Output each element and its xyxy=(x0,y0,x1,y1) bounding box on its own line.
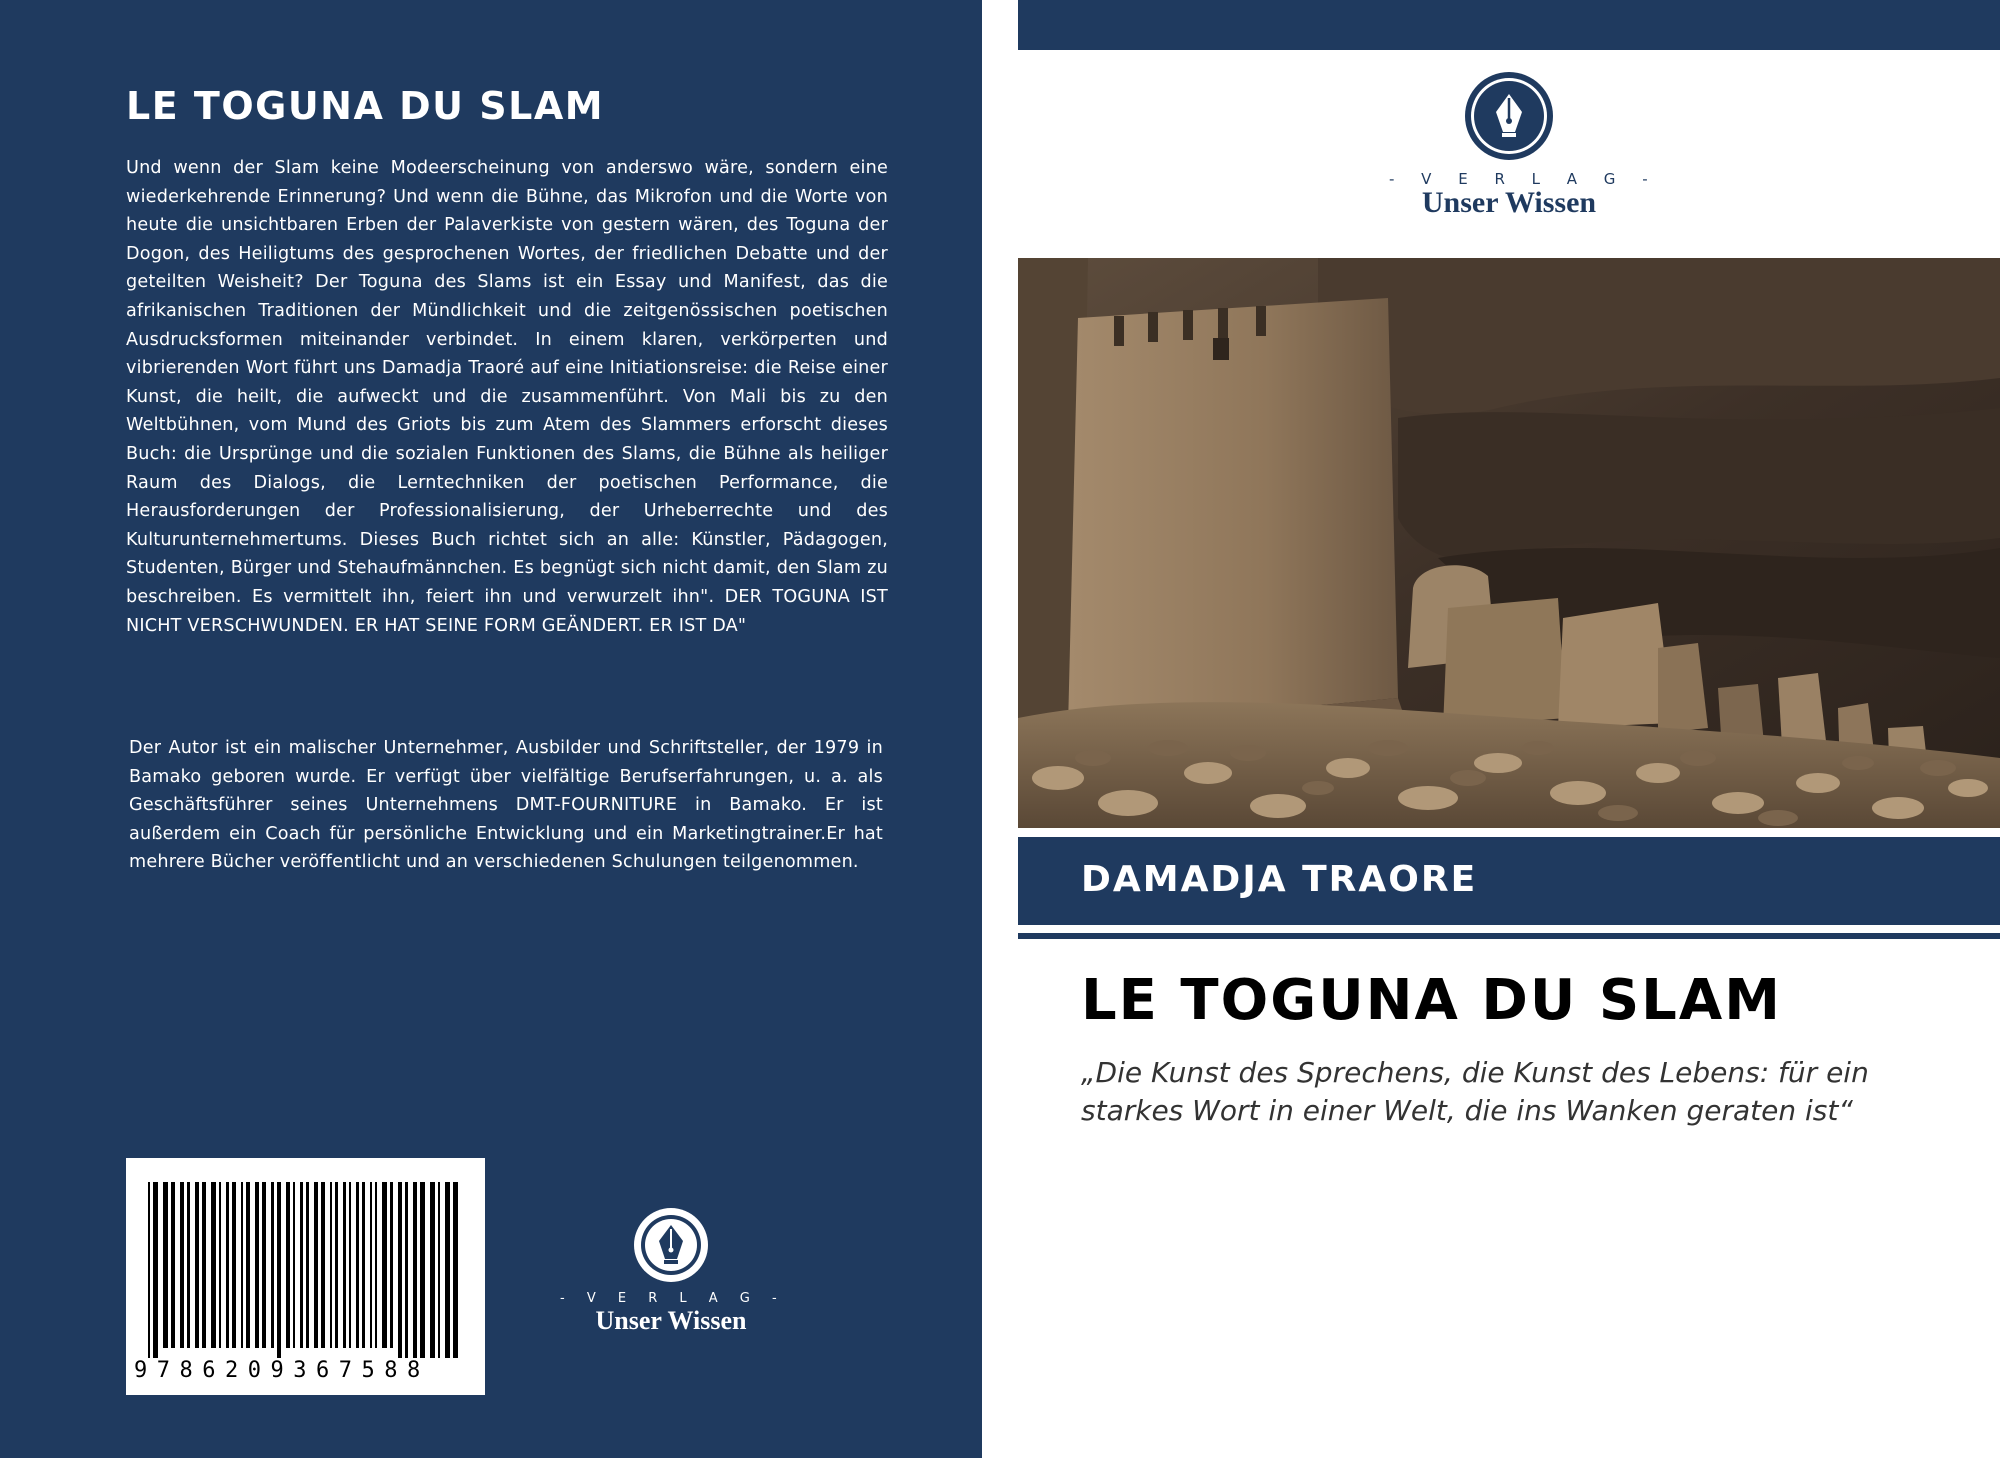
back-cover xyxy=(0,0,982,1458)
isbn-digits: 9786209367588 xyxy=(134,1358,430,1383)
barcode-bar xyxy=(413,1182,417,1358)
barcode-bar xyxy=(148,1182,150,1358)
barcode-bar xyxy=(306,1182,309,1348)
publisher-logo-back xyxy=(560,1205,786,1345)
barcode-bar xyxy=(271,1182,274,1348)
barcode-bar xyxy=(232,1182,236,1348)
barcode-bar xyxy=(300,1182,303,1348)
spine xyxy=(982,0,1018,1458)
barcode-bars xyxy=(146,1182,465,1358)
barcode-bar xyxy=(420,1182,425,1358)
barcode-bar xyxy=(153,1182,158,1358)
cover-photo-dogon-cliff-dwellings xyxy=(1018,258,2000,828)
barcode-bar xyxy=(195,1182,199,1348)
barcode-bar xyxy=(390,1182,393,1348)
publisher-logo-front xyxy=(1389,70,1659,230)
logo-verlag-label: - V E R L A G - xyxy=(1389,170,1659,188)
barcode-bar xyxy=(438,1182,440,1358)
barcode-bar xyxy=(382,1182,387,1348)
barcode-bar xyxy=(314,1182,318,1348)
barcode-bar xyxy=(321,1182,325,1348)
author-bar xyxy=(1018,837,2000,925)
barcode-bar xyxy=(405,1182,408,1358)
front-cover-title: LE TOGUNA DU SLAM xyxy=(1081,968,1782,1033)
barcode-bar xyxy=(362,1182,365,1348)
barcode-bar xyxy=(335,1182,338,1348)
barcode-bar xyxy=(349,1182,351,1348)
barcode-bar xyxy=(277,1182,281,1358)
barcode-bar xyxy=(187,1182,190,1348)
author-bio: Der Autor ist ein malischer Unternehmer, Ausbilder und Schriftsteller, der 1979 in Bamako geboren wurde. Er verfügt über vielfältige Berufserfahrungen, u. a. als Geschäftsführer seines Unternehmens DMT-FOURNITURE in Bamako. Er ist außerdem ein Coach für persönliche Entwicklung und ein Marketingtrainer.Er hat mehrere Bücher veröffentlicht und an verschiedenen Schulungen teilgenommen. xyxy=(129,738,883,873)
pen-nib-icon xyxy=(631,1205,711,1285)
isbn-barcode xyxy=(126,1158,485,1395)
logo-verlag-label: - V E R L A G - xyxy=(560,1291,786,1306)
barcode-bar xyxy=(241,1182,243,1348)
barcode-bar xyxy=(343,1182,346,1348)
barcode-bar xyxy=(445,1182,450,1358)
barcode-bar xyxy=(171,1182,175,1348)
barcode-bar xyxy=(398,1182,402,1358)
barcode-bar xyxy=(375,1182,377,1348)
barcode-bar xyxy=(226,1182,229,1348)
divider-rule xyxy=(1018,933,2000,939)
barcode-bar xyxy=(356,1182,359,1348)
logo-publisher-name: Unser Wissen xyxy=(1421,186,1597,219)
front-cover xyxy=(1018,0,2000,1458)
barcode-bar xyxy=(262,1182,266,1348)
barcode-bar xyxy=(246,1182,250,1348)
barcode-bar xyxy=(163,1182,168,1348)
pen-nib-icon xyxy=(1463,70,1555,162)
barcode-bar xyxy=(430,1182,435,1358)
author-name: DAMADJA TRAORE xyxy=(1081,859,1478,900)
barcode-bar xyxy=(453,1182,458,1358)
barcode-bar xyxy=(330,1182,332,1348)
barcode-bar xyxy=(202,1182,206,1348)
logo-publisher-name: Unser Wissen xyxy=(595,1306,747,1335)
back-cover-title: LE TOGUNA DU SLAM xyxy=(126,84,605,128)
barcode-bar xyxy=(293,1182,295,1348)
barcode-bar xyxy=(255,1182,259,1348)
barcode-bar xyxy=(211,1182,216,1348)
front-cover-subtitle: „Die Kunst des Sprechens, die Kunst des Lebens: für ein starkes Wort in einer Welt, die ins Wanken geraten ist“ xyxy=(1081,1056,1869,1127)
barcode-bar xyxy=(219,1182,221,1348)
back-cover-blurb: Und wenn der Slam keine Modeerscheinung von anderswo wäre, sondern eine wiederkehrende Erinnerung? Und wenn die Bühne, das Mikrofon und die Worte von heute die unsichtbaren Erben der Palaverkiste von gestern wären, des Toguna der Dogon, des Heiligtums des gesprochenen Wortes, der friedlichen Debatte und der geteilten Weisheit? Der Toguna des Slams ist ein Essay und Manifest, das die afrikanischen Traditionen der Mündlichkeit und die zeitgenössischen poetischen Ausdrucksformen miteinander verbindet. In einem klaren, verkörperten und vibrierenden Wort führt uns Damadja Traoré auf eine Initiationsreise: die Reise einer Kunst, die heilt, die aufweckt und die zusammenführt. Von Mali bis zu den Weltbühnen, vom Mund des Griots bis zum Atem des Slammers erforscht dieses Buch: die Ursprünge und die sozialen Funktionen des Slams, die Bühne als heiliger Raum des Dialogs, die Lerntechniken der poetischen Performance, die Herausforderungen der Professionalisierung, der Urheberrechte und des Kulturunternehmertums. Dieses Buch richtet sich an alle: Künstler, Pädagogen, Studenten, Bürger und Stehaufmännchen. Es begnügt sich nicht damit, den Slam zu beschreiben. Es vermittelt ihn, feiert ihn und verwurzelt ihn". DER TOGUNA IST NICHT VERSCHWUNDEN. ER HAT SEINE FORM GEÄNDERT. ER IST DA" xyxy=(126,158,888,636)
barcode-bar xyxy=(370,1182,372,1348)
barcode-bar xyxy=(180,1182,184,1348)
front-top-bar xyxy=(1018,0,2000,50)
barcode-bar xyxy=(286,1182,290,1348)
